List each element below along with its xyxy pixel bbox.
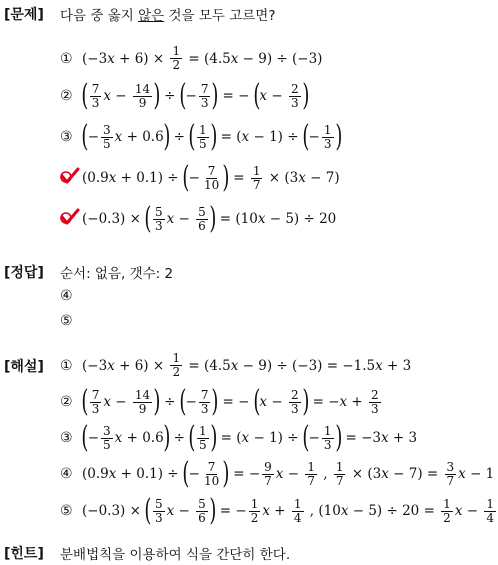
answer-choice-2: ⑤ [60, 313, 73, 329]
explanation-5 [60, 493, 498, 528]
explanation-2-equation: ( 7 3 x − 14 9 ) ÷ ( − 7 3 ) = − ( x − 2 3 ) = − x + 2 3 [81, 384, 379, 419]
option-number: ② [60, 88, 73, 104]
problem-label: [문제] [4, 7, 44, 23]
hint-text: 분배법칙을 이용하여 식을 간단히 한다. [60, 547, 291, 563]
option-4-equation: (0.9 x + 0.1) ÷ ( − 7 10 ) = 1 7 × (3 x − 7) [82, 160, 340, 195]
explanation-number: ⑤ [60, 503, 73, 519]
hint-label: [힌트] [4, 546, 44, 562]
option-1-equation: (−3 x + 6) × 1 2 = (4.5 x − 9) ÷ (−3) [82, 44, 323, 72]
checkmark-icon [60, 167, 82, 189]
checkmark-icon [60, 208, 82, 230]
explanation-number: ④ [60, 466, 73, 482]
option-2-equation: ( 7 3 x − 14 9 ) ÷ ( − 7 3 ) = − ( x − 2 3 ) [81, 78, 309, 113]
explanation-number: ① [60, 357, 73, 374]
option-5-equation: (−0.3) × ( 5 3 x − 5 6 ) = (10 x − 5) ÷ 20 [82, 201, 337, 236]
option-4 [60, 160, 340, 195]
explanation-4-equation: (0.9 x + 0.1) ÷ ( − 7 10 ) = − 9 7 x − 1 7 , 1 7 × (3 x − 7) = 3 7 x − 1 [82, 456, 495, 491]
option-3 [60, 119, 342, 154]
answer-order-count: 순서: 없음, 갯수: 2 [60, 266, 174, 282]
answer-label: [정답] [4, 265, 44, 281]
explanation-label: [해설] [4, 359, 44, 375]
explanation-1-equation: (−3 x + 6) × 1 2 = (4.5 x − 9) ÷ (−3) = −1.5 x + 3 [82, 351, 412, 379]
explanation-5-equation: (−0.3) × ( 5 3 x − 5 6 ) = − 1 2 x + 1 4 , (10 x − 5) ÷ 20 = 1 2 x − 1 4 [82, 493, 494, 528]
problem-question: 다음 중 옳지 않은 것을 모두 고르면? [60, 8, 276, 24]
answer-choice-1: ④ [60, 288, 73, 304]
option-number: ③ [60, 129, 73, 145]
explanation-number: ③ [60, 430, 73, 446]
explanation-2 [60, 384, 383, 419]
explanation-3-equation: ( − 3 5 x + 0.6 ) ÷ ( 1 5 ) = ( x − 1) ÷ ( − 1 3 ) = −3 x + 3 [81, 420, 418, 455]
option-5 [60, 201, 337, 236]
option-3-equation: ( − 3 5 x + 0.6 ) ÷ ( 1 5 ) = ( x − 1) ÷ ( − 1 3 ) [81, 119, 342, 154]
explanation-1 [60, 352, 411, 379]
option-2 [60, 78, 309, 113]
option-1 [60, 45, 322, 72]
option-number: ① [60, 50, 73, 67]
explanation-3 [60, 420, 418, 455]
explanation-number: ② [60, 394, 73, 410]
explanation-4 [60, 456, 495, 491]
